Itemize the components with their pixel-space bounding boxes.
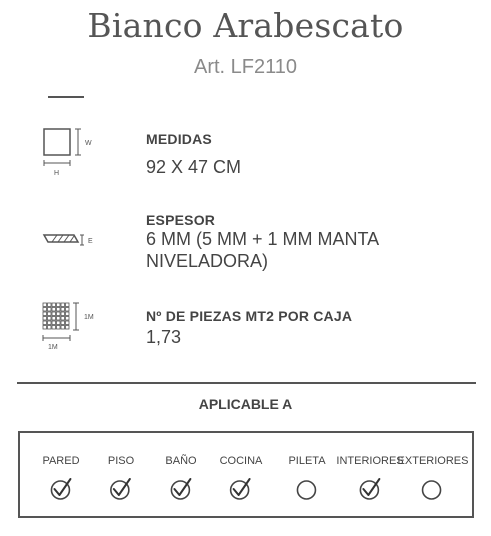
svg-text:1M: 1M	[48, 344, 58, 351]
applicable-item-5	[336, 455, 403, 501]
applicable-item-2	[165, 455, 196, 501]
applicable-heading: APLICABLE A	[198, 396, 293, 412]
applicable-item-label: PILETA	[288, 455, 326, 467]
applicable-item-1	[108, 455, 134, 501]
empty-circle-icon	[420, 477, 446, 501]
spec-pieces-label: Nº DE PIEZAS MT2 POR CAJA	[146, 308, 353, 324]
spec-pieces	[146, 308, 352, 348]
checked-circle-icon	[228, 477, 254, 501]
thickness-icon	[40, 228, 100, 257]
spec-measures-value: 92 X 47 CM	[146, 157, 242, 177]
applicable-item-0	[42, 455, 79, 501]
applicable-item-label: BAÑO	[165, 455, 197, 467]
applicable-item-label: EXTERIORES	[397, 455, 469, 467]
spec-thickness-label: ESPESOR	[146, 212, 216, 228]
svg-text:H: H	[54, 170, 60, 177]
svg-text:W: W	[85, 140, 92, 147]
applicable-item-label: INTERIORES	[336, 455, 404, 467]
checked-circle-icon	[48, 477, 74, 501]
spec-measures-label: MEDIDAS	[146, 131, 212, 147]
svg-text:E: E	[88, 238, 93, 245]
applicable-item-label: PARED	[42, 455, 80, 467]
checked-circle-icon	[108, 477, 134, 501]
spec-thickness	[146, 212, 379, 272]
checked-circle-icon	[357, 477, 383, 501]
product-title: Bianco Arabescato	[87, 6, 404, 45]
title-divider	[48, 96, 84, 98]
dimensions-icon	[40, 125, 100, 185]
tile-grid-icon	[40, 300, 102, 357]
checked-circle-icon	[168, 477, 194, 501]
applicable-item-6	[398, 455, 469, 501]
spec-thickness-value-line2: NIVELADORA)	[146, 251, 269, 271]
applicable-item-label: COCINA	[219, 455, 263, 467]
spec-thickness-value-line1: 6 MM (5 MM + 1 MM MANTA	[146, 229, 380, 249]
svg-text:1M: 1M	[84, 314, 94, 321]
applicable-item-3	[220, 455, 263, 501]
spec-measures	[146, 131, 241, 178]
spec-pieces-value: 1,73	[146, 327, 182, 347]
applicable-box	[18, 431, 474, 518]
section-divider	[17, 382, 476, 384]
applicable-item-label: PISO	[107, 455, 135, 467]
applicable-item-4	[288, 455, 325, 501]
article-code: Art. LF2110	[193, 56, 298, 78]
empty-circle-icon	[294, 477, 320, 501]
